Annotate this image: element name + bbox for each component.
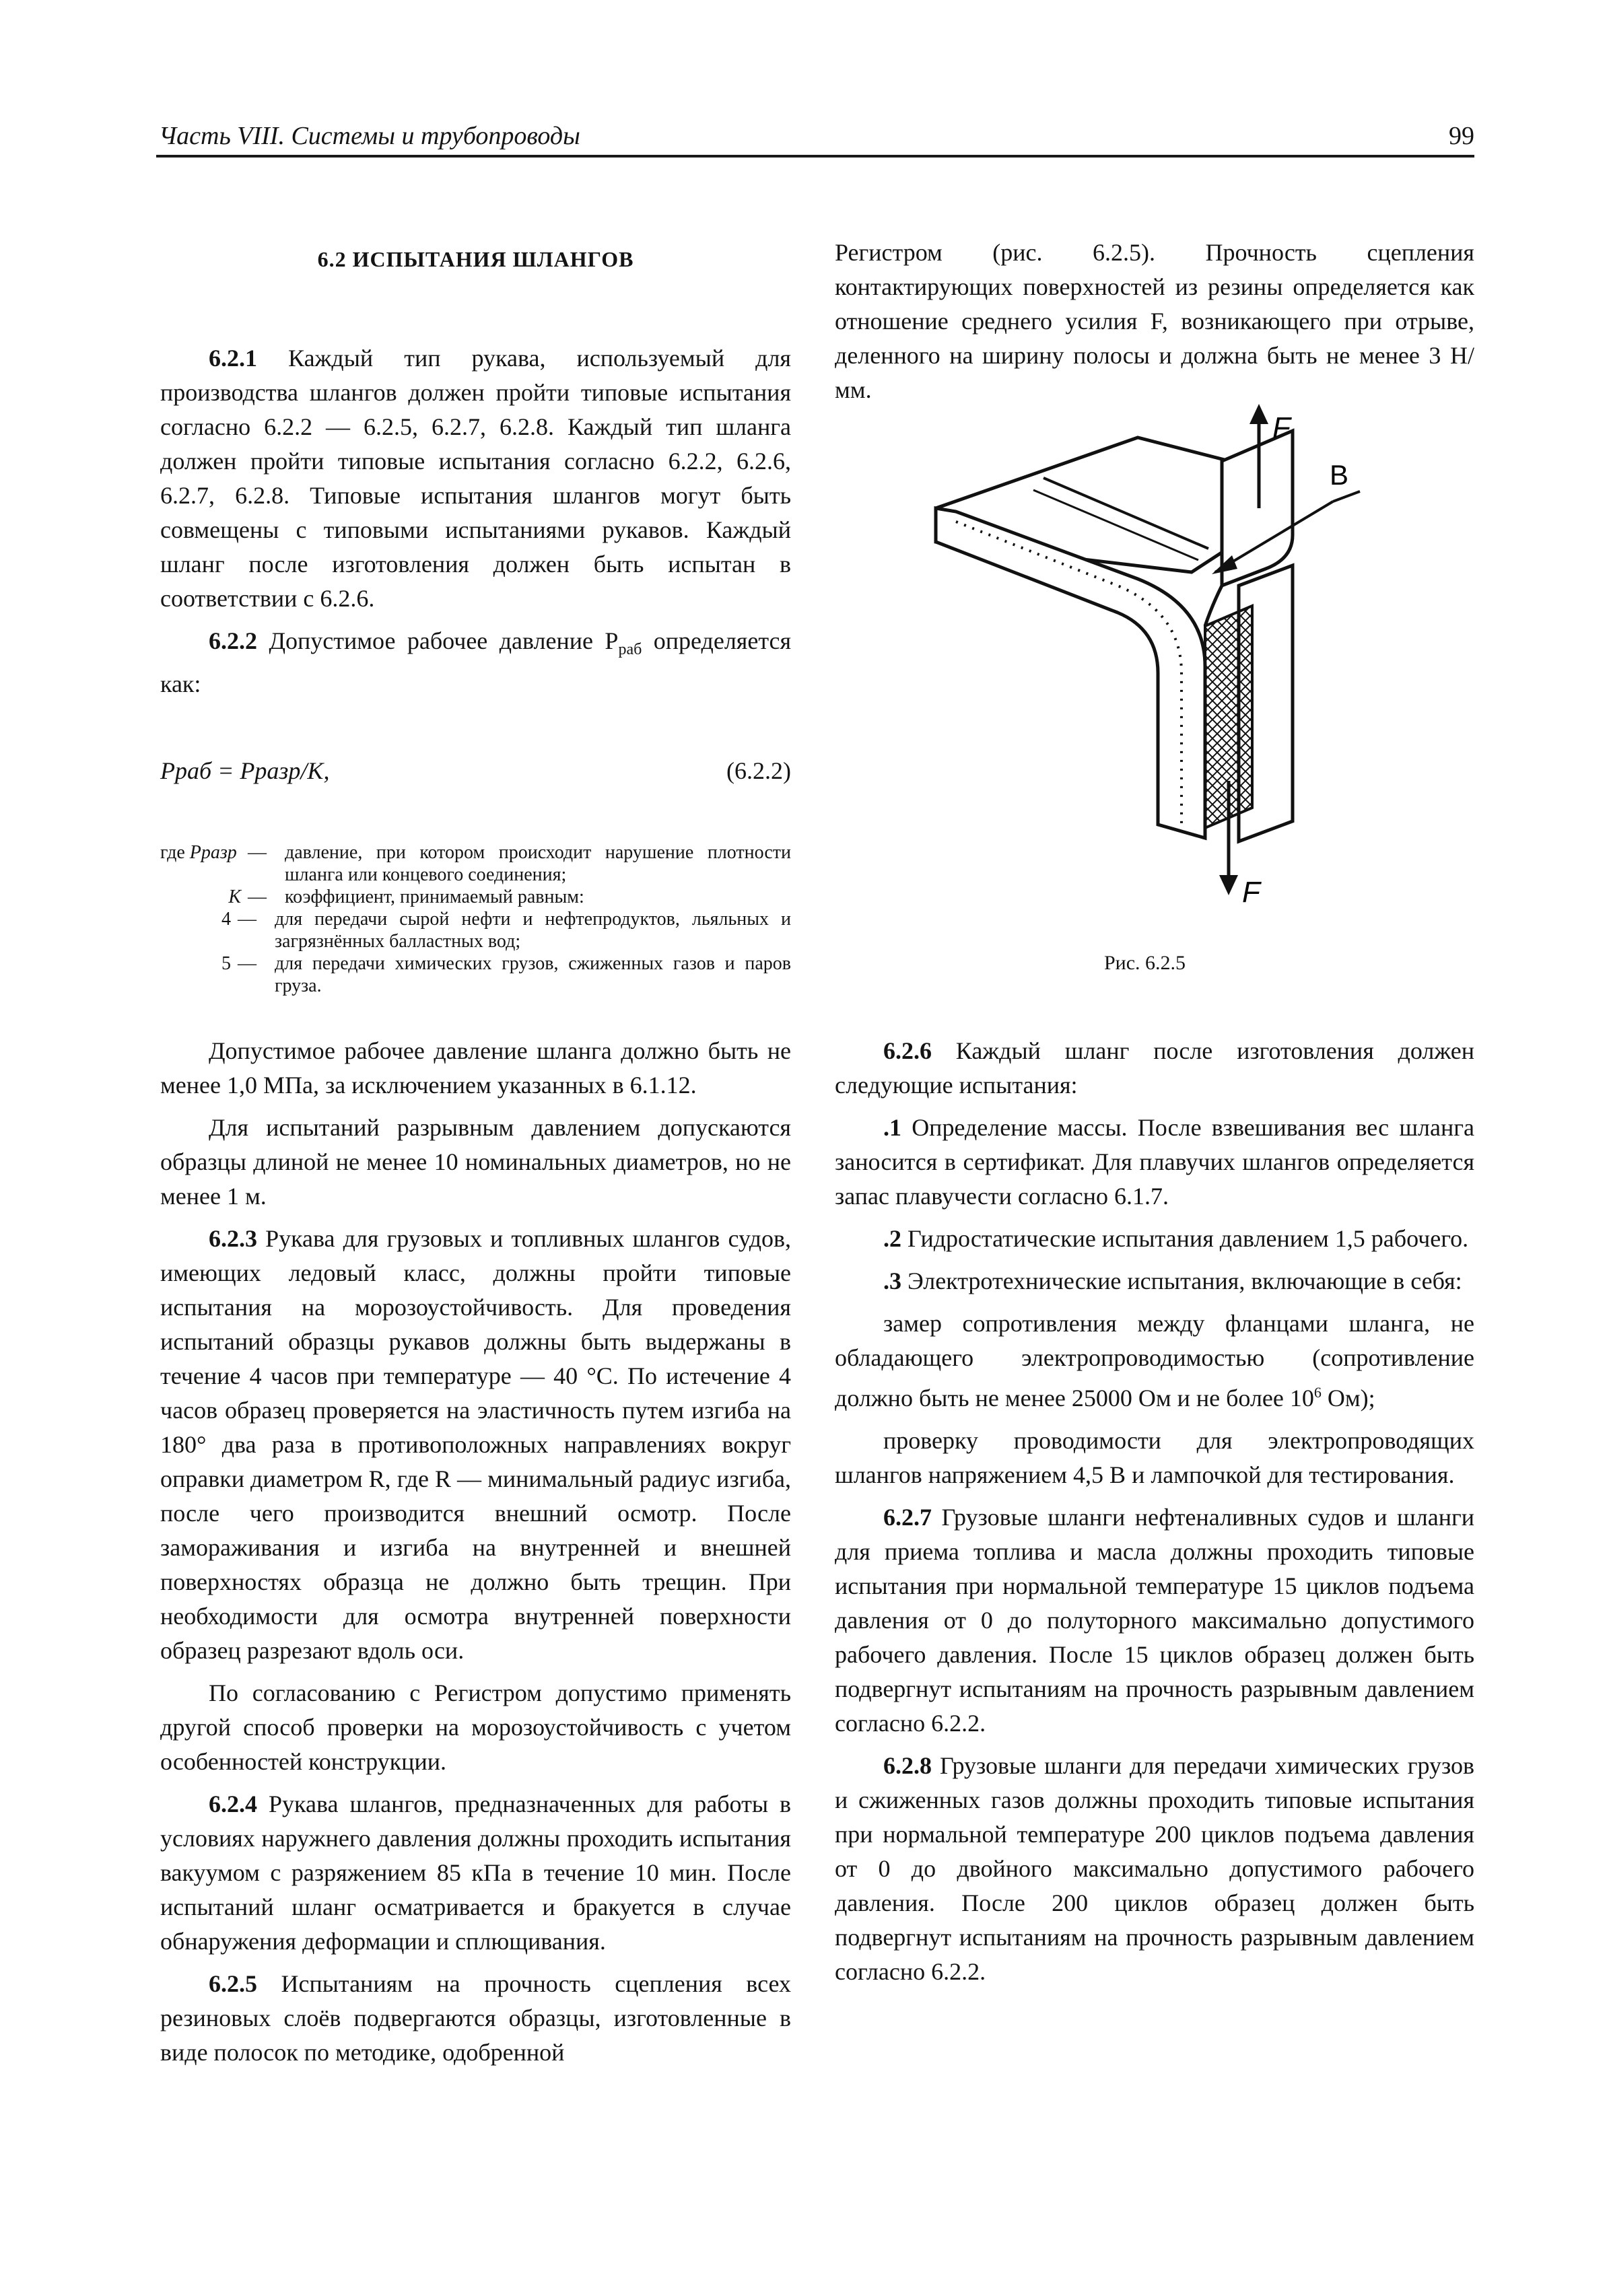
item-3 <box>835 1264 1474 1298</box>
legend-text: для передачи сырой нефти и нефтепродуктов, льяльных и загрязнённых балластных вод; <box>275 909 791 952</box>
formula-number: (6.2.2) <box>726 757 791 785</box>
legend-key: 4 <box>221 909 231 930</box>
clause-number: 6.2.5 <box>209 1970 257 1997</box>
arrowhead-down <box>1219 875 1238 895</box>
legend-row-p-razr <box>160 841 791 886</box>
paragraph-continued: Регистром (рис. 6.2.5). Прочность сцепления контактирующих поверхностей из резины определяется как отношение среднего усилия F, возникающего при отрыве, деленного на ширину полосы и должна быть не менее 3 Н/мм. <box>835 239 1474 403</box>
item-1 <box>835 1111 1474 1214</box>
legend-dash: — <box>238 953 256 975</box>
clause-number: 6.2.2 <box>209 627 257 654</box>
item-2 <box>835 1222 1474 1256</box>
formula-legend <box>160 841 791 997</box>
page-number: 99 <box>1449 122 1474 150</box>
arrowhead-up <box>1249 404 1268 424</box>
paragraph-6-2-5 <box>160 1967 791 2070</box>
legend-dash: — <box>248 842 267 864</box>
paragraph-6-2-6 <box>835 1034 1474 1103</box>
legend-row-k <box>160 886 791 908</box>
paragraph-6-2-7 <box>835 1500 1474 1741</box>
item-3a <box>835 1307 1474 1416</box>
legend-symbol: K <box>228 886 241 908</box>
legend-key <box>160 841 248 886</box>
item-text-tail: Ом); <box>1321 1385 1375 1412</box>
legend-dash: — <box>248 886 267 908</box>
clause-number: 6.2.6 <box>883 1037 932 1064</box>
legend-key: 5 <box>221 953 231 975</box>
formula-6-2-2 <box>160 754 791 794</box>
legend-symbol: Pразр <box>189 842 237 864</box>
clause-number: 6.2.3 <box>209 1225 257 1252</box>
paragraph-burst: Для испытаний разрывным давлением допускаются образцы длиной не менее 10 номинальных диаметров, но не менее 1 м. <box>160 1114 791 1210</box>
figure-caption: Рис. 6.2.5 <box>1104 952 1186 974</box>
clause-text: Испытаниям на прочность сцепления всех резиновых слоёв подвергаются образцы, изготовленные в виде полосок по методике, одобренной <box>160 1970 791 2066</box>
paragraph-6-2-4 <box>160 1787 791 1959</box>
clause-text: Допустимое рабочее давление P <box>269 627 619 654</box>
left-column-bottom <box>160 1034 791 2078</box>
figure-6-2-5 <box>916 404 1441 922</box>
clause-text: Каждый тип рукава, используемый для производства шлангов должен пройти типовые испытания согласно 6.2.2 — 6.2.5, 6.2.7, 6.2.8. Каждый тип шланга должен пройти типовые испытания согласно 6.2.2, 6.2.6, 6.2.7, 6.2.8. Типовые испытания шлангов могут быть совмещены с типовыми испытаниями рукавов. Каждый шланг после изготовления должен быть испытан в соответствии с 6.2.6. <box>160 345 791 612</box>
paragraph-6-2-1 <box>160 341 791 616</box>
paragraph-6-2-8 <box>835 1749 1474 1989</box>
item-text: Определение массы. После взвешивания вес шланга заносится в сертификат. Для плавучих шлангов определяется запас плавучести согласно 6.1.7. <box>835 1114 1474 1210</box>
legend-row-4 <box>160 908 791 952</box>
legend-text: давление, при котором происходит нарушение плотности шланга или концевого соединения; <box>285 842 791 886</box>
paragraph-pressure: Допустимое рабочее давление шланга должно быть не менее 1,0 МПа, за исключением указанных в 6.1.12. <box>160 1037 791 1099</box>
label-f-bottom: F <box>1242 876 1260 909</box>
section-title: 6.2 ИСПЫТАНИЯ ШЛАНГОВ <box>317 247 634 271</box>
clause-text: Каждый шланг после изготовления должен следующие испытания: <box>835 1037 1474 1099</box>
clause-text: Грузовые шланги для передачи химических грузов и сжиженных газов должны проходить типовые испытания при нормальной температуре 200 циклов подъема давления от 0 до двойного максимально допустимого рабочего давления. После 200 циклов образец должен быть подвергнут испытаниям на прочность разрывным давлением согласно 6.2.2. <box>835 1752 1475 1985</box>
legend-text: коэффициент, принимаемый равным: <box>285 886 584 908</box>
item-text: Электротехнические испытания, включающие в себя: <box>908 1267 1462 1294</box>
paragraph-6-2-2 <box>160 624 791 701</box>
legend-key <box>160 886 248 908</box>
clause-text: Рукава шлангов, предназначенных для работы в условиях наружнего давления должны проходить испытания вакуумом с разряжением 85 кПа в течение 10 мин. После испытаний шланг осматривается и бракуется в случае обнаружения деформации и сплющивания. <box>160 1790 792 1955</box>
running-title: Часть VIII. Системы и трубопроводы <box>159 122 580 150</box>
legend-dash: — <box>238 909 256 930</box>
left-column-top <box>160 242 791 997</box>
right-column-bottom <box>835 1034 1474 1997</box>
subscript: раб <box>618 641 642 659</box>
item-3b: проверку проводимости для электропроводящих шлангов напряжением 4,5 В и лампочкой для тестирования. <box>835 1427 1474 1488</box>
legend-text: для передачи химических грузов, сжиженных газов и паров груза. <box>275 953 791 997</box>
clause-text-tail: определяется как: <box>160 627 792 698</box>
clause-number: 6.2.7 <box>883 1504 932 1531</box>
superscript: 6 <box>1313 1384 1322 1401</box>
item-text: замер сопротивления между фланцами шланга, не обладающего электропроводимостью (сопротивление должно быть не менее 25000 Ом и не более 10 <box>835 1310 1474 1412</box>
legend-where: где <box>160 842 185 864</box>
formula-expression: Pраб = Pразр/K, <box>160 757 330 785</box>
right-column-top <box>835 236 1474 415</box>
header-rule <box>156 155 1474 158</box>
label-b: B <box>1330 459 1349 491</box>
item-number: .2 <box>883 1225 901 1252</box>
clause-number: 6.2.4 <box>209 1790 257 1817</box>
paragraph-agree: По согласованию с Регистром допустимо применять другой способ проверки на морозоустойчивость с учетом особенностей конструкции. <box>160 1679 791 1775</box>
item-text: Гидростатические испытания давлением 1,5 рабочего. <box>908 1225 1469 1252</box>
item-number: .1 <box>883 1114 901 1141</box>
legend-row-5 <box>160 952 791 997</box>
label-f-top: F <box>1272 411 1291 444</box>
clause-text: Грузовые шланги нефтеналивных судов и шланги для приема топлива и масла должны проходить типовые испытания при нормальной температуре 15 циклов подъема давления от 0 до полуторного максимально допустимого рабочего давления. После 15 циклов образец должен быть подвергнут испытаниям на прочность разрывным давлением согласно 6.2.2. <box>835 1504 1474 1737</box>
width-line <box>1333 491 1360 501</box>
clause-number: 6.2.1 <box>209 345 257 372</box>
clause-text: Рукава для грузовых и топливных шлангов судов, имеющих ледовый класс, должны пройти типовые испытания на морозоустойчивость. Для проведения испытаний образцы рукавов должны быть выдержаны в течение 4 часов при температуре — 40 °С. По истечение 4 часов образец проверяется на эластичность путем изгиба на 180° два раза в противоположных направлениях вокруг оправки диаметром R, где R — минимальный радиус изгиба, после чего производится внешний осмотр. После замораживания и изгиба на внутренней и внешней поверхностях образца не должно быть трещин. При необходимости для осмотра внутренней поверхности образец разрезают вдоль оси. <box>160 1225 792 1664</box>
clause-number: 6.2.8 <box>883 1752 932 1779</box>
paragraph-6-2-3 <box>160 1222 791 1668</box>
item-number: .3 <box>883 1267 901 1294</box>
